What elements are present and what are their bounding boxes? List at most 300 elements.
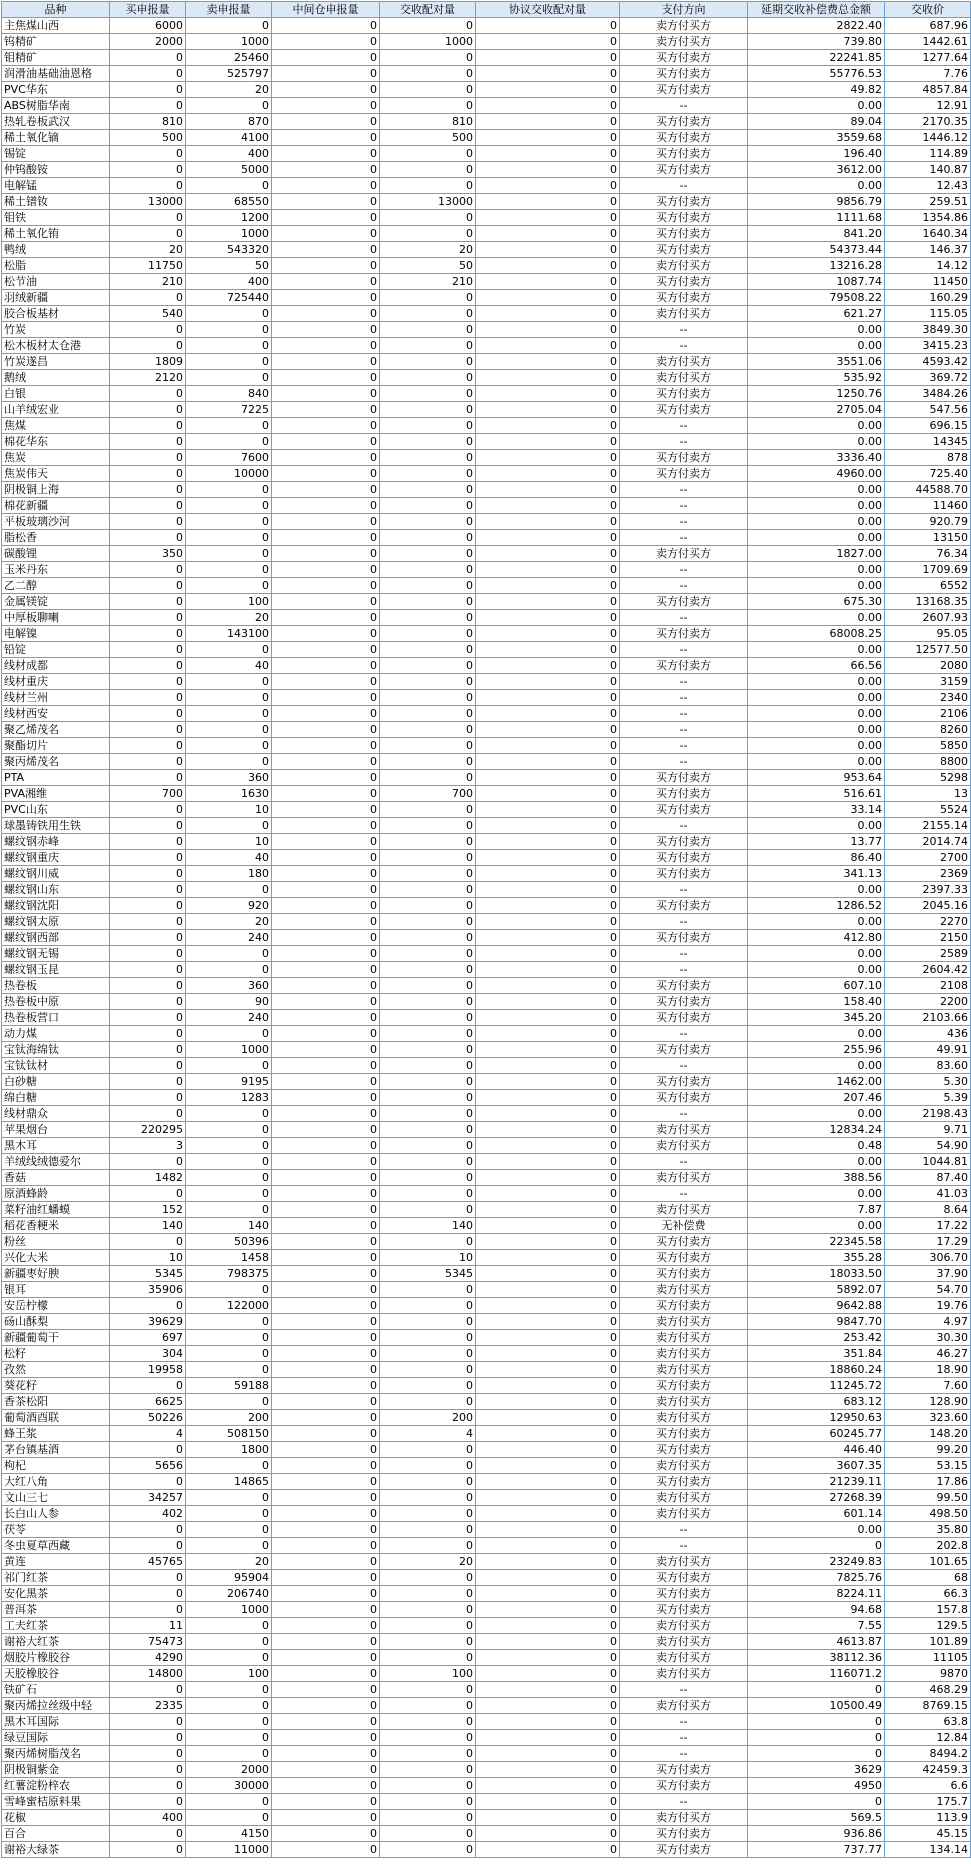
- delivery-price-cell: 2155.14: [885, 818, 971, 834]
- agreement-matched-cell: 0: [476, 706, 620, 722]
- payment-direction-cell: 卖方付买方: [620, 1490, 748, 1506]
- intermediate-declared-cell: 0: [272, 834, 380, 850]
- deferred-compensation-cell: 11245.72: [748, 1378, 885, 1394]
- deferred-compensation-cell: 0.00: [748, 434, 885, 450]
- table-row: [2, 1826, 971, 1842]
- agreement-matched-cell: 0: [476, 482, 620, 498]
- agreement-matched-cell: 0: [476, 210, 620, 226]
- variety-cell: 香茶松阳: [2, 1394, 110, 1410]
- deferred-compensation-cell: 0.00: [748, 418, 885, 434]
- buy-declared-cell: 0: [110, 514, 186, 530]
- table-row: [2, 514, 971, 530]
- table-row: [2, 1842, 971, 1858]
- delivery-price-cell: 1354.86: [885, 210, 971, 226]
- payment-direction-cell: 买方付卖方: [620, 994, 748, 1010]
- buy-declared-cell: 0: [110, 1714, 186, 1730]
- delivery-price-cell: 2607.93: [885, 610, 971, 626]
- variety-cell: 松木板材太仓港: [2, 338, 110, 354]
- table-row: [2, 1058, 971, 1074]
- intermediate-declared-cell: 0: [272, 130, 380, 146]
- intermediate-declared-cell: 0: [272, 1554, 380, 1570]
- sell-declared-cell: 20: [186, 914, 272, 930]
- buy-declared-cell: 2000: [110, 34, 186, 50]
- variety-cell: 枸杞: [2, 1458, 110, 1474]
- deferred-compensation-cell: 22345.58: [748, 1234, 885, 1250]
- table-row: [2, 386, 971, 402]
- sell-declared-cell: 0: [186, 1362, 272, 1378]
- intermediate-declared-cell: 0: [272, 1154, 380, 1170]
- deferred-compensation-cell: 446.40: [748, 1442, 885, 1458]
- buy-declared-cell: 14800: [110, 1666, 186, 1682]
- delivery-price-cell: 19.76: [885, 1298, 971, 1314]
- deferred-compensation-cell: 79508.22: [748, 290, 885, 306]
- variety-cell: 烟胶片橡胶谷: [2, 1650, 110, 1666]
- sell-declared-cell: 143100: [186, 626, 272, 642]
- intermediate-declared-cell: 0: [272, 322, 380, 338]
- payment-direction-cell: 买方付卖方: [620, 1570, 748, 1586]
- payment-direction-cell: 卖方付买方: [620, 1330, 748, 1346]
- agreement-matched-cell: 0: [476, 402, 620, 418]
- variety-cell: 润滑油基础油恩格: [2, 66, 110, 82]
- delivery-price-cell: 306.70: [885, 1250, 971, 1266]
- deferred-compensation-cell: 0.00: [748, 818, 885, 834]
- delivery-price-cell: 2200: [885, 994, 971, 1010]
- agreement-matched-cell: 0: [476, 722, 620, 738]
- sell-declared-cell: 0: [186, 178, 272, 194]
- delivery-price-cell: 2270: [885, 914, 971, 930]
- sell-declared-cell: 122000: [186, 1298, 272, 1314]
- deferred-compensation-cell: 1111.68: [748, 210, 885, 226]
- buy-declared-cell: 4: [110, 1426, 186, 1442]
- buy-declared-cell: 0: [110, 1442, 186, 1458]
- delivery-price-cell: 436: [885, 1026, 971, 1042]
- intermediate-declared-cell: 0: [272, 626, 380, 642]
- delivery-matched-cell: 0: [380, 1362, 476, 1378]
- delivery-matched-cell: 0: [380, 466, 476, 482]
- variety-cell: 热轧卷板武汉: [2, 114, 110, 130]
- deferred-compensation-cell: 27268.39: [748, 1490, 885, 1506]
- deferred-compensation-cell: 535.92: [748, 370, 885, 386]
- intermediate-declared-cell: 0: [272, 1506, 380, 1522]
- delivery-price-cell: 114.89: [885, 146, 971, 162]
- agreement-matched-cell: 0: [476, 1538, 620, 1554]
- agreement-matched-cell: 0: [476, 1218, 620, 1234]
- table-row: [2, 1346, 971, 1362]
- payment-direction-cell: 买方付卖方: [620, 1842, 748, 1858]
- sell-declared-cell: 0: [186, 946, 272, 962]
- sell-declared-cell: 240: [186, 1010, 272, 1026]
- sell-declared-cell: 0: [186, 1186, 272, 1202]
- deferred-compensation-cell: 0.00: [748, 562, 885, 578]
- buy-declared-cell: 700: [110, 786, 186, 802]
- intermediate-declared-cell: 0: [272, 722, 380, 738]
- agreement-matched-cell: 0: [476, 818, 620, 834]
- table-row: [2, 1362, 971, 1378]
- variety-cell: 粉丝: [2, 1234, 110, 1250]
- agreement-matched-cell: 0: [476, 194, 620, 210]
- sell-declared-cell: 1000: [186, 1042, 272, 1058]
- variety-cell: 稀土镨钕: [2, 194, 110, 210]
- variety-cell: 松籽: [2, 1346, 110, 1362]
- agreement-matched-cell: 0: [476, 1378, 620, 1394]
- buy-declared-cell: 0: [110, 482, 186, 498]
- sell-declared-cell: 25460: [186, 50, 272, 66]
- intermediate-declared-cell: 0: [272, 642, 380, 658]
- deferred-compensation-cell: 7.55: [748, 1618, 885, 1634]
- agreement-matched-cell: 0: [476, 1170, 620, 1186]
- delivery-matched-cell: 0: [380, 1138, 476, 1154]
- agreement-matched-cell: 0: [476, 114, 620, 130]
- deferred-compensation-cell: 116071.2: [748, 1666, 885, 1682]
- sell-declared-cell: 0: [186, 1026, 272, 1042]
- deferred-compensation-cell: 953.64: [748, 770, 885, 786]
- delivery-price-cell: 2198.43: [885, 1106, 971, 1122]
- table-row: [2, 802, 971, 818]
- payment-direction-cell: 卖方付买方: [620, 1410, 748, 1426]
- table-row: [2, 1410, 971, 1426]
- intermediate-declared-cell: 0: [272, 354, 380, 370]
- buy-declared-cell: 0: [110, 1522, 186, 1538]
- intermediate-declared-cell: 0: [272, 674, 380, 690]
- buy-declared-cell: 0: [110, 338, 186, 354]
- delivery-matched-cell: 0: [380, 1282, 476, 1298]
- payment-direction-cell: 买方付卖方: [620, 770, 748, 786]
- variety-cell: 钼铁: [2, 210, 110, 226]
- payment-direction-cell: --: [620, 1682, 748, 1698]
- intermediate-declared-cell: 0: [272, 1346, 380, 1362]
- table-row: [2, 706, 971, 722]
- table-row: [2, 434, 971, 450]
- delivery-price-cell: 3415.23: [885, 338, 971, 354]
- payment-direction-cell: 买方付卖方: [620, 274, 748, 290]
- variety-cell: 螺纹钢川威: [2, 866, 110, 882]
- agreement-matched-cell: 0: [476, 82, 620, 98]
- deferred-compensation-cell: 13.77: [748, 834, 885, 850]
- table-row: [2, 418, 971, 434]
- sell-declared-cell: 20: [186, 1554, 272, 1570]
- agreement-matched-cell: 0: [476, 754, 620, 770]
- agreement-matched-cell: 0: [476, 642, 620, 658]
- intermediate-declared-cell: 0: [272, 850, 380, 866]
- delivery-price-cell: 8800: [885, 754, 971, 770]
- agreement-matched-cell: 0: [476, 1314, 620, 1330]
- sell-declared-cell: 2000: [186, 1762, 272, 1778]
- payment-direction-cell: --: [620, 642, 748, 658]
- delivery-price-cell: 54.90: [885, 1138, 971, 1154]
- intermediate-declared-cell: 0: [272, 1474, 380, 1490]
- variety-cell: 焦炭伟天: [2, 466, 110, 482]
- sell-declared-cell: 0: [186, 1634, 272, 1650]
- sell-declared-cell: 525797: [186, 66, 272, 82]
- buy-declared-cell: 0: [110, 962, 186, 978]
- agreement-matched-cell: 0: [476, 498, 620, 514]
- intermediate-declared-cell: 0: [272, 1330, 380, 1346]
- agreement-matched-cell: 0: [476, 242, 620, 258]
- payment-direction-cell: 买方付卖方: [620, 114, 748, 130]
- variety-cell: 银耳: [2, 1282, 110, 1298]
- payment-direction-cell: 卖方付买方: [620, 1618, 748, 1634]
- intermediate-declared-cell: 0: [272, 1698, 380, 1714]
- deferred-compensation-cell: 1250.76: [748, 386, 885, 402]
- deferred-compensation-cell: 0: [748, 1538, 885, 1554]
- buy-declared-cell: 0: [110, 978, 186, 994]
- sell-declared-cell: 95904: [186, 1570, 272, 1586]
- table-row: [2, 1314, 971, 1330]
- intermediate-declared-cell: 0: [272, 466, 380, 482]
- delivery-price-cell: 11450: [885, 274, 971, 290]
- sell-declared-cell: 840: [186, 386, 272, 402]
- table-row: [2, 306, 971, 322]
- delivery-price-cell: 696.15: [885, 418, 971, 434]
- variety-cell: 原酒蜂龄: [2, 1186, 110, 1202]
- sell-declared-cell: 870: [186, 114, 272, 130]
- buy-declared-cell: 0: [110, 1378, 186, 1394]
- buy-declared-cell: 0: [110, 738, 186, 754]
- agreement-matched-cell: 0: [476, 578, 620, 594]
- payment-direction-cell: 买方付卖方: [620, 162, 748, 178]
- variety-cell: 羽绒新疆: [2, 290, 110, 306]
- buy-declared-cell: 50226: [110, 1410, 186, 1426]
- deferred-compensation-cell: 0.00: [748, 1522, 885, 1538]
- agreement-matched-cell: 0: [476, 1426, 620, 1442]
- delivery-matched-cell: 10: [380, 1250, 476, 1266]
- sell-declared-cell: 1800: [186, 1442, 272, 1458]
- delivery-price-cell: 76.34: [885, 546, 971, 562]
- payment-direction-cell: 买方付卖方: [620, 786, 748, 802]
- deferred-compensation-cell: 4960.00: [748, 466, 885, 482]
- delivery-matched-cell: 0: [380, 882, 476, 898]
- deferred-compensation-cell: 54373.44: [748, 242, 885, 258]
- agreement-matched-cell: 0: [476, 18, 620, 34]
- payment-direction-cell: 买方付卖方: [620, 50, 748, 66]
- payment-direction-cell: 买方付卖方: [620, 1090, 748, 1106]
- delivery-matched-cell: 0: [380, 674, 476, 690]
- agreement-matched-cell: 0: [476, 1042, 620, 1058]
- deferred-compensation-cell: 683.12: [748, 1394, 885, 1410]
- intermediate-declared-cell: 0: [272, 338, 380, 354]
- table-row: [2, 1026, 971, 1042]
- payment-direction-cell: 卖方付买方: [620, 354, 748, 370]
- intermediate-declared-cell: 0: [272, 1362, 380, 1378]
- delivery-matched-cell: 140: [380, 1218, 476, 1234]
- buy-declared-cell: 0: [110, 1074, 186, 1090]
- delivery-price-cell: 2150: [885, 930, 971, 946]
- intermediate-declared-cell: 0: [272, 1122, 380, 1138]
- delivery-price-cell: 2170.35: [885, 114, 971, 130]
- buy-declared-cell: 304: [110, 1346, 186, 1362]
- delivery-price-cell: 175.7: [885, 1794, 971, 1810]
- delivery-price-cell: 11460: [885, 498, 971, 514]
- delivery-price-cell: 2014.74: [885, 834, 971, 850]
- table-row: [2, 1234, 971, 1250]
- payment-direction-cell: --: [620, 578, 748, 594]
- table-row: [2, 882, 971, 898]
- payment-direction-cell: 买方付卖方: [620, 1042, 748, 1058]
- delivery-price-cell: 113.9: [885, 1810, 971, 1826]
- delivery-matched-cell: 0: [380, 1154, 476, 1170]
- delivery-matched-cell: 500: [380, 130, 476, 146]
- delivery-matched-cell: 0: [380, 978, 476, 994]
- delivery-matched-cell: 0: [380, 450, 476, 466]
- delivery-price-cell: 44588.70: [885, 482, 971, 498]
- deferred-compensation-cell: 0.00: [748, 1186, 885, 1202]
- variety-cell: 螺纹钢重庆: [2, 850, 110, 866]
- delivery-matched-cell: 0: [380, 370, 476, 386]
- delivery-price-cell: 115.05: [885, 306, 971, 322]
- sell-declared-cell: 59188: [186, 1378, 272, 1394]
- intermediate-declared-cell: 0: [272, 1010, 380, 1026]
- delivery-price-cell: 725.40: [885, 466, 971, 482]
- table-row: [2, 1202, 971, 1218]
- col-header-deferred-compensation: 延期交收补偿费总金额: [748, 2, 885, 18]
- agreement-matched-cell: 0: [476, 1554, 620, 1570]
- sell-declared-cell: 543320: [186, 242, 272, 258]
- col-header-delivery-matched: 交收配对量: [380, 2, 476, 18]
- payment-direction-cell: 卖方付买方: [620, 1362, 748, 1378]
- deferred-compensation-cell: 5892.07: [748, 1282, 885, 1298]
- payment-direction-cell: --: [620, 1714, 748, 1730]
- delivery-price-cell: 134.14: [885, 1842, 971, 1858]
- delivery-matched-cell: 0: [380, 1794, 476, 1810]
- payment-direction-cell: 买方付卖方: [620, 146, 748, 162]
- table-row: [2, 1586, 971, 1602]
- table-row: [2, 130, 971, 146]
- buy-declared-cell: 0: [110, 1042, 186, 1058]
- intermediate-declared-cell: 0: [272, 258, 380, 274]
- payment-direction-cell: 买方付卖方: [620, 1426, 748, 1442]
- payment-direction-cell: --: [620, 882, 748, 898]
- deferred-compensation-cell: 0.00: [748, 178, 885, 194]
- col-header-variety: 品种: [2, 2, 110, 18]
- table-row: [2, 162, 971, 178]
- payment-direction-cell: --: [620, 818, 748, 834]
- delivery-matched-cell: 0: [380, 418, 476, 434]
- table-row: [2, 994, 971, 1010]
- deferred-compensation-cell: 66.56: [748, 658, 885, 674]
- delivery-matched-cell: 0: [380, 66, 476, 82]
- delivery-matched-cell: 0: [380, 706, 476, 722]
- deferred-compensation-cell: 0.00: [748, 498, 885, 514]
- delivery-matched-cell: 200: [380, 1410, 476, 1426]
- delivery-matched-cell: 0: [380, 722, 476, 738]
- table-row: [2, 850, 971, 866]
- delivery-price-cell: 5.30: [885, 1074, 971, 1090]
- deferred-compensation-cell: 601.14: [748, 1506, 885, 1522]
- agreement-matched-cell: 0: [476, 786, 620, 802]
- table-row: [2, 818, 971, 834]
- delivery-matched-cell: 0: [380, 1042, 476, 1058]
- sell-declared-cell: 0: [186, 1682, 272, 1698]
- payment-direction-cell: 卖方付买方: [620, 1138, 748, 1154]
- delivery-matched-cell: 50: [380, 258, 476, 274]
- table-row: [2, 1074, 971, 1090]
- table-row: [2, 242, 971, 258]
- agreement-matched-cell: 0: [476, 1474, 620, 1490]
- intermediate-declared-cell: 0: [272, 1762, 380, 1778]
- agreement-matched-cell: 0: [476, 130, 620, 146]
- table-row: [2, 290, 971, 306]
- intermediate-declared-cell: 0: [272, 226, 380, 242]
- deferred-compensation-cell: 158.40: [748, 994, 885, 1010]
- delivery-matched-cell: 0: [380, 1234, 476, 1250]
- deferred-compensation-cell: 1827.00: [748, 546, 885, 562]
- intermediate-declared-cell: 0: [272, 786, 380, 802]
- buy-declared-cell: 0: [110, 674, 186, 690]
- delivery-price-cell: 7.76: [885, 66, 971, 82]
- sell-declared-cell: 0: [186, 1506, 272, 1522]
- agreement-matched-cell: 0: [476, 690, 620, 706]
- intermediate-declared-cell: 0: [272, 66, 380, 82]
- delivery-price-cell: 63.8: [885, 1714, 971, 1730]
- delivery-price-cell: 2080: [885, 658, 971, 674]
- sell-declared-cell: 100: [186, 1666, 272, 1682]
- buy-declared-cell: 0: [110, 1010, 186, 1026]
- table-row: [2, 1570, 971, 1586]
- intermediate-declared-cell: 0: [272, 1186, 380, 1202]
- sell-declared-cell: 1458: [186, 1250, 272, 1266]
- buy-declared-cell: 0: [110, 178, 186, 194]
- intermediate-declared-cell: 0: [272, 1634, 380, 1650]
- table-row: [2, 82, 971, 98]
- delivery-matched-cell: 0: [380, 1698, 476, 1714]
- buy-declared-cell: 0: [110, 1570, 186, 1586]
- agreement-matched-cell: 0: [476, 418, 620, 434]
- agreement-matched-cell: 0: [476, 1714, 620, 1730]
- payment-direction-cell: 买方付卖方: [620, 866, 748, 882]
- variety-cell: 雪峰蜜桔原料果: [2, 1794, 110, 1810]
- variety-cell: PVC华东: [2, 82, 110, 98]
- delivery-price-cell: 687.96: [885, 18, 971, 34]
- agreement-matched-cell: 0: [476, 1634, 620, 1650]
- table-row: [2, 1746, 971, 1762]
- sell-declared-cell: 0: [186, 754, 272, 770]
- agreement-matched-cell: 0: [476, 226, 620, 242]
- intermediate-declared-cell: 0: [272, 450, 380, 466]
- variety-cell: 棉花华东: [2, 434, 110, 450]
- buy-declared-cell: 0: [110, 226, 186, 242]
- delivery-price-cell: 3849.30: [885, 322, 971, 338]
- table-row: [2, 1762, 971, 1778]
- agreement-matched-cell: 0: [476, 1298, 620, 1314]
- delivery-price-cell: 2103.66: [885, 1010, 971, 1026]
- intermediate-declared-cell: 0: [272, 1058, 380, 1074]
- delivery-matched-cell: 0: [380, 1442, 476, 1458]
- delivery-price-cell: 14.12: [885, 258, 971, 274]
- delivery-price-cell: 323.60: [885, 1410, 971, 1426]
- buy-declared-cell: 0: [110, 98, 186, 114]
- buy-declared-cell: 6625: [110, 1394, 186, 1410]
- delivery-price-cell: 128.90: [885, 1394, 971, 1410]
- intermediate-declared-cell: 0: [272, 114, 380, 130]
- table-row: [2, 1698, 971, 1714]
- deferred-compensation-cell: 0.00: [748, 754, 885, 770]
- sell-declared-cell: 0: [186, 1394, 272, 1410]
- payment-direction-cell: 买方付卖方: [620, 898, 748, 914]
- variety-cell: 线材鼎众: [2, 1106, 110, 1122]
- intermediate-declared-cell: 0: [272, 1202, 380, 1218]
- agreement-matched-cell: 0: [476, 1282, 620, 1298]
- deferred-compensation-cell: 0.00: [748, 722, 885, 738]
- agreement-matched-cell: 0: [476, 50, 620, 66]
- delivery-price-cell: 146.37: [885, 242, 971, 258]
- sell-declared-cell: 0: [186, 1058, 272, 1074]
- variety-cell: 稀土氧化铕: [2, 226, 110, 242]
- agreement-matched-cell: 0: [476, 962, 620, 978]
- delivery-matched-cell: 0: [380, 1010, 476, 1026]
- delivery-price-cell: 1442.61: [885, 34, 971, 50]
- agreement-matched-cell: 0: [476, 1394, 620, 1410]
- intermediate-declared-cell: 0: [272, 1394, 380, 1410]
